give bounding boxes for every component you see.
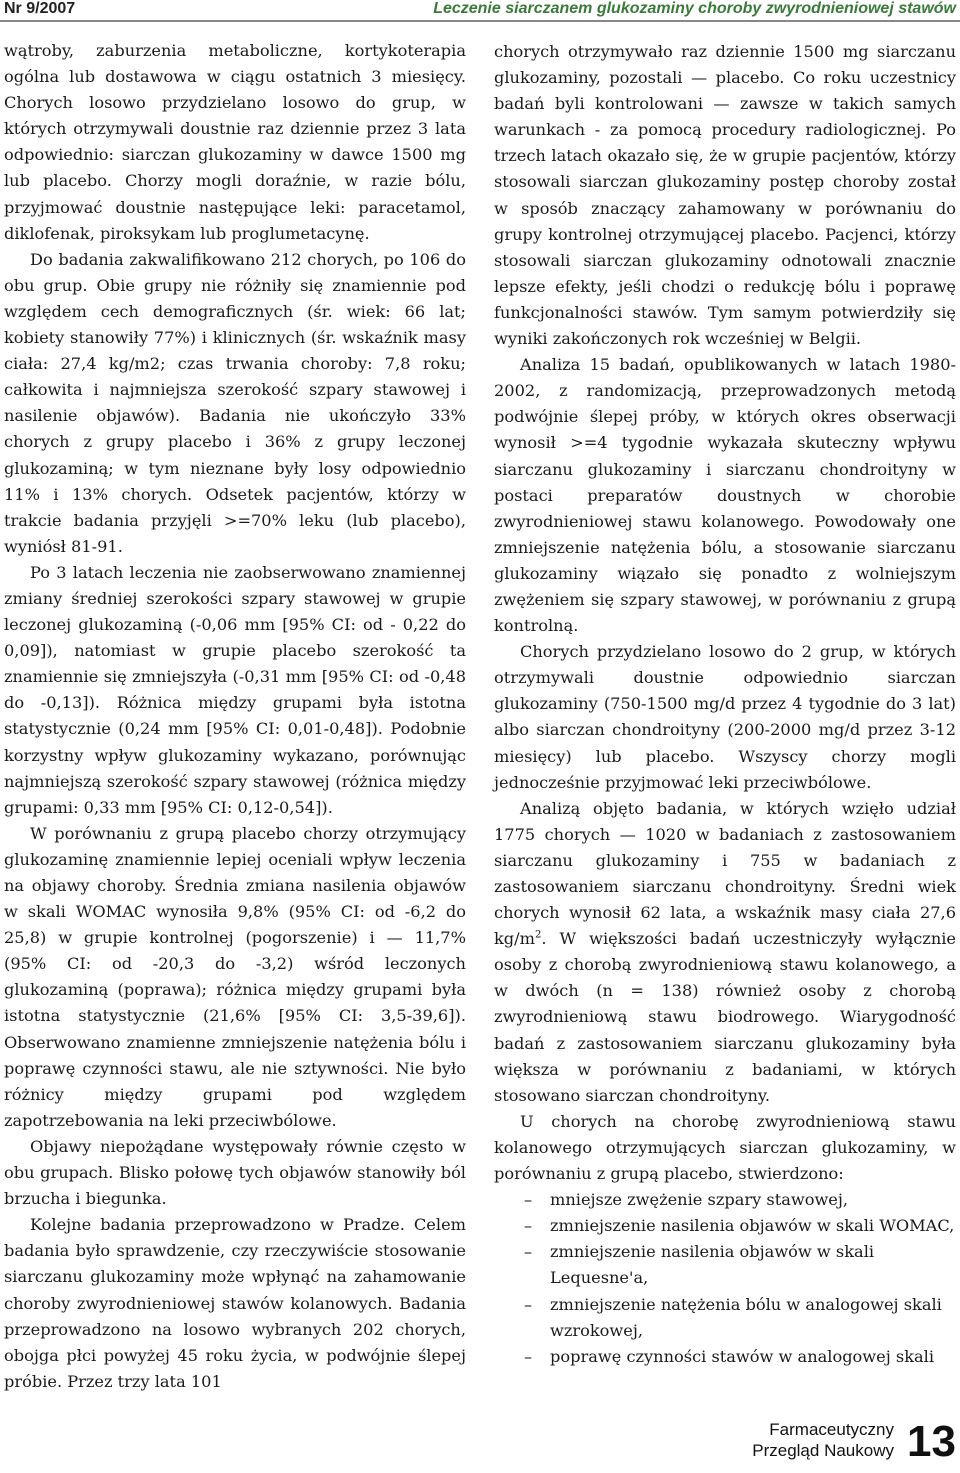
header-rule [0,20,960,22]
page-header [0,0,960,22]
page-footer [696,1419,956,1469]
list-item: – zmniejszenie nasilenia objawów w skali WOMAC, [494,1213,956,1239]
journal-name [752,1419,894,1461]
superscript: 2 [534,929,542,941]
paragraph: wątroby, zaburzenia metaboliczne, kortykoterapia ogólna lub dostawowa w ciągu ostatnich 3 miesięcy. Chorych losowo przydzielano losowo do grup, w których otrzymywali doustnie raz dziennie przez 3 lata odpowiednio: siarczan glukozaminy w dawce 1500 mg lub placebo. Chorzy mogli doraźnie, w razie bólu, przyjmować doustnie następujące leki: paracetamol, diklofenak, piroksykam lub proglumetacynę. [4,41,466,243]
text-run: Analizą objęto badania, w których wzięło udział 1775 chorych — 1020 w badaniach z zastosowaniem siarczanu glukozaminy i 755 w badaniach z zastosowaniem siarczanu chondroityny. Średni wiek chorych wynosił 62 lata, a wskaźnik masy ciała 27,6 kg/m [494,798,956,949]
running-title: Leczenie siarczanem glukozaminy choroby zwyrodnieniowej stawów [433,0,956,17]
journal-line: Przegląd Naukowy [752,1441,894,1460]
list-item: – zmniejszenie natężenia bólu w analogowej skali wzrokowej, [494,1292,956,1344]
paragraph: W porównaniu z grupą placebo chorzy otrzymujący glukozaminę znamiennie lepiej oceniali wpływ leczenia na objawy choroby. Średnia zmiana nasilenia objawów w skali WOMAC wynosiła 9,8% (95% CI: od -6,2 do 25,8) w grupie kontrolnej (pogorszenie) i — 11,7% (95% CI: od -20,3 do -3,2) wśród leczonych glukozaminą (poprawa); różnica między grupami była istotna statystycznie (21,6% [95% CI: 3,5-39,6]). Obserwowano znamienne zmniejszenie natężenia bólu i poprawę czynności stawu, ale nie sztywności. Nie było różnicy między grupami pod względem zapotrzebowania na leki przeciwbólowe. [4,823,466,1130]
paragraph: Analiza 15 badań, opublikowanych w latach 1980-2002, z randomizacją, przeprowadzonych metodą podwójnie ślepej próby, w których okres obserwacji wynosił >=4 tygodnie wykazała skuteczny wpływu siarczanu glukozaminy i siarczanu chondroityny w postaci preparatów doustnych w chorobie zwyrodnieniowej stawu kolanowego. Powodowały one zmniejszenie natężenia bólu, a stosowanie siarczanu glukozaminy wiązało się ponadto z wolniejszym zwężeniem się szpary stawowej, w porównaniu z grupą kontrolną. [494,355,956,636]
paragraph: Kolejne badania przeprowadzono w Pradze. Celem badania było sprawdzenie, czy rzeczywiście stosowanie siarczanu glukozaminy może wpłynąć na zahamowanie choroby zwyrodnieniowej stawów kolanowych. Badania przeprowadzono na losowo wybranych 202 chorych, obojga płci powyżej 45 roku życia, w podwójnie ślepej próbie. Przez trzy lata 101 [4,1215,466,1391]
right-column [494,39,956,1370]
paragraph: chorych otrzymywało raz dziennie 1500 mg siarczanu glukozaminy, pozostali — placebo. Co roku uczestnicy badań byli kontrolowani — zawsze w takich samych warunkach - za pomocą procedury radiologicznej. Po trzech latach okazało się, że w grupie pacjentów, którzy stosowali siarczan glukozaminy postęp choroby został w sposób znaczący zahamowany w porównaniu do grupy kontrolnej otrzymującej placebo. Pacjenci, którzy stosowali siarczan glukozaminy odnotowali znacznie lepsze efekty, jeśli chodzi o redukcję bólu i poprawę funkcjonalności stawów. Tym samym potwierdziły się wyniki zakończonych rok wcześniej w Belgii. [494,42,956,349]
list-item: – zmniejszenie nasilenia objawów w skali Lequesne'a, [494,1239,956,1291]
list-item: – mniejsze zwężenie szpary stawowej, [494,1187,956,1213]
findings-list [494,1187,956,1370]
paragraph [494,796,956,1109]
list-item: – poprawę czynności stawów w analogowej skali [494,1344,956,1370]
page-number: 13 [907,1417,956,1466]
paragraph: Chorych przydzielano losowo do 2 grup, w których otrzymywali doustnie odpowiednio siarczan glukozaminy (750-1500 mg/d przez 4 tygodnie do 3 lat) albo siarczan chondroityny (200-2000 mg/d przez 3-12 miesięcy) lub placebo. Wszyscy chorzy mogli jednocześnie przyjmować leki przeciwbólowe. [494,642,956,792]
paragraph: Po 3 latach leczenia nie zaobserwowano znamiennej zmiany średniej szerokości szpary stawowej w grupie leczonej glukozaminą (-0,06 mm [95% CI: od - 0,22 do 0,09]), natomiast w grupie placebo szerokość ta znamiennie się zmniejszyła (-0,31 mm [95% CI: od -0,48 do -0,13]). Różnica między grupami była istotna statystycznie (0,24 mm [95% CI: 0,01-0,48]). Podobnie korzystny wpływ glukozaminy wykazano, porównując najmniejszą szerokość szpary stawowej (różnica między grupami: 0,33 mm [95% CI: 0,12-0,54]). [4,562,466,817]
paragraph: Objawy niepożądane występowały równie często w obu grupach. Blisko połowę tych objawów stanowiły ból brzucha i biegunka. [4,1136,466,1209]
paragraph: Do badania zakwalifikowano 212 chorych, po 106 do obu grup. Obie grupy nie różniły się znamiennie pod względem cech demograficznych (śr. wiek: 66 lat; kobiety stanowiły 77%) i klinicznych (śr. wskaźnik masy ciała: 27,4 kg/m2; czas trwania choroby: 7,8 roku; całkowita i najmniejsza szerokość szpary stawowej i nasilenie objawów). Badania nie ukończyło 33% chorych z grupy placebo i 36% z grupy leczonej glukozaminą; w tym nieznane były losy odpowiednio 11% i 13% chorych. Odsetek pacjentów, którzy w trakcie badania przyjęli >=70% leku (lub placebo), wyniósł 81-91. [4,249,466,556]
paragraph: U chorych na chorobę zwyrodnieniową stawu kolanowego otrzymujących siarczan glukozaminy, w porównaniu z grupą placebo, stwierdzono: [494,1111,956,1184]
left-column [4,38,466,1395]
journal-line: Farmaceutyczny [769,1420,894,1439]
text-run: . W większości badań uczestniczyły wyłącznie osoby z chorobą zwyrodnieniową stawu kolanowego, a w dwóch (n = 138) również osoby z chorobą zwyrodnieniową stawu biodrowego. Wiarygodność badań z zastosowaniem siarczanu glukozaminy była większa w porównaniu z badaniami, w których stosowano siarczan chondroityny. [494,929,956,1105]
issue-number: Nr 9/2007 [4,0,76,17]
